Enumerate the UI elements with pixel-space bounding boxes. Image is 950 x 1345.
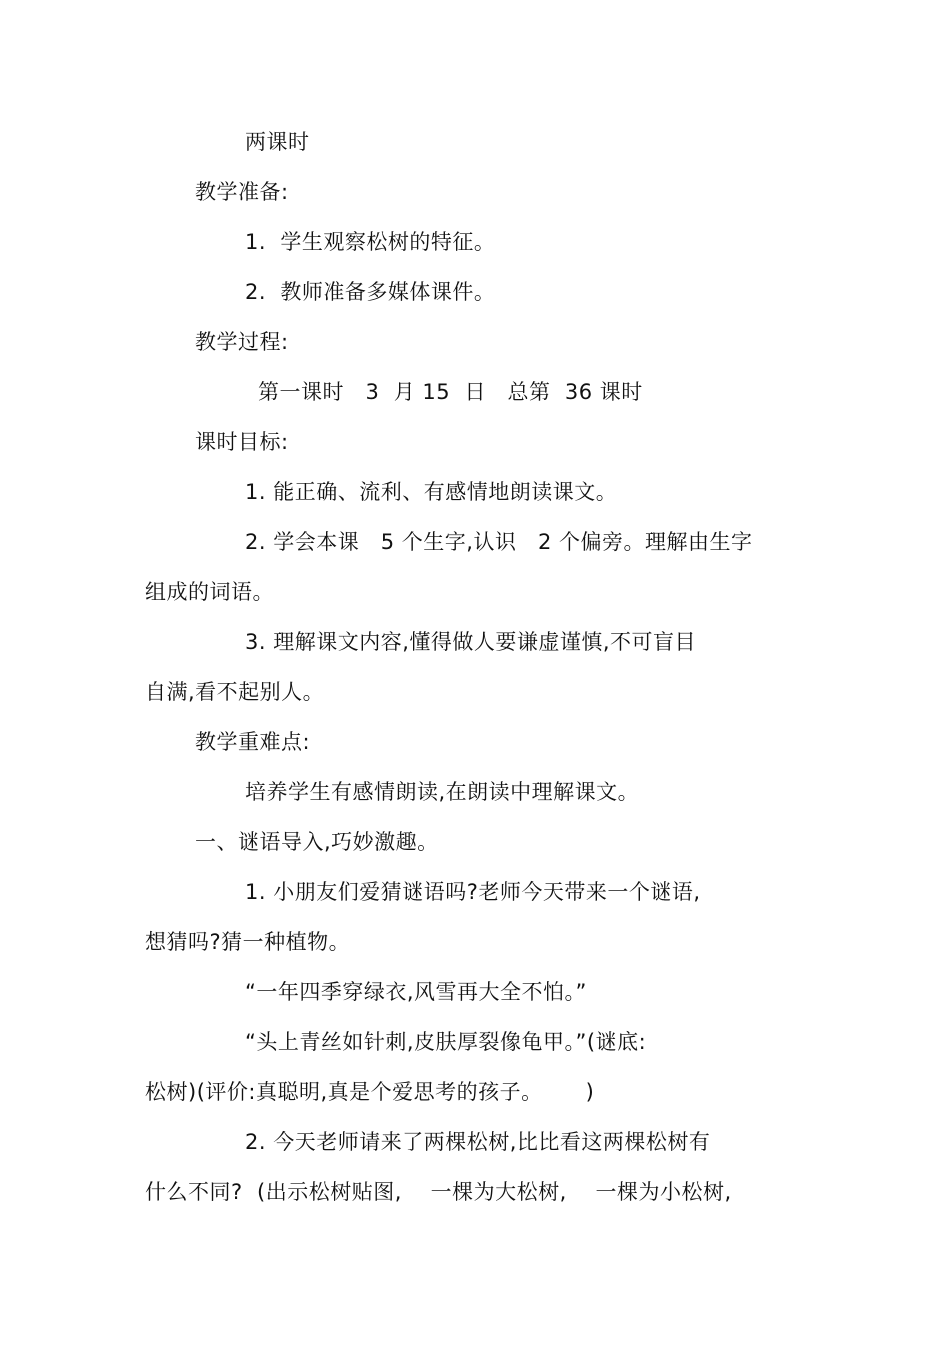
doc-line-riddle-2: “头上青丝如针刺,皮肤厚裂像龟甲。”(谜底: — [245, 1030, 647, 1054]
doc-line-prep-1: 1. 学生观察松树的特征。 — [245, 230, 496, 254]
doc-line-objective-2b: 组成的词语。 — [145, 580, 274, 604]
doc-line-objective-3b: 自满,看不起别人。 — [145, 680, 325, 704]
doc-line-key-point: 培养学生有感情朗读,在朗读中理解课文。 — [245, 780, 640, 804]
doc-line-duration: 两课时 — [245, 130, 310, 154]
doc-line-prep-2: 2. 教师准备多媒体课件。 — [245, 280, 496, 304]
doc-line-objective-1: 1. 能正确、流利、有感情地朗读课文。 — [245, 480, 618, 504]
doc-line-step-2b: 什么不同? (出示松树贴图, 一棵为大松树, 一棵为小松树, — [145, 1180, 732, 1204]
doc-line-step-1b: 想猜吗?猜一种植物。 — [145, 930, 351, 954]
doc-line-lesson-info: 第一课时 3 月 15 日 总第 36 课时 — [258, 380, 643, 404]
doc-heading-preparation: 教学准备: — [195, 180, 289, 204]
doc-line-riddle-1: “一年四季穿绿衣,风雪再大全不怕。” — [245, 980, 587, 1004]
doc-line-step-2a: 2. 今天老师请来了两棵松树,比比看这两棵松树有 — [245, 1130, 711, 1154]
doc-line-objective-2a: 2. 学会本课 5 个生字,认识 2 个偏旁。理解由生字 — [245, 530, 753, 554]
doc-heading-process: 教学过程: — [195, 330, 289, 354]
doc-heading-key-points: 教学重难点: — [195, 730, 311, 754]
doc-heading-section-1: 一、谜语导入,巧妙激趣。 — [195, 830, 439, 854]
doc-line-riddle-answer: 松树)(评价:真聪明,真是个爱思考的孩子。 ) — [145, 1080, 595, 1104]
doc-heading-objectives: 课时目标: — [195, 430, 289, 454]
doc-line-objective-3a: 3. 理解课文内容,懂得做人要谦虚谨慎,不可盲目 — [245, 630, 697, 654]
doc-line-step-1a: 1. 小朋友们爱猜谜语吗?老师今天带来一个谜语, — [245, 880, 701, 904]
